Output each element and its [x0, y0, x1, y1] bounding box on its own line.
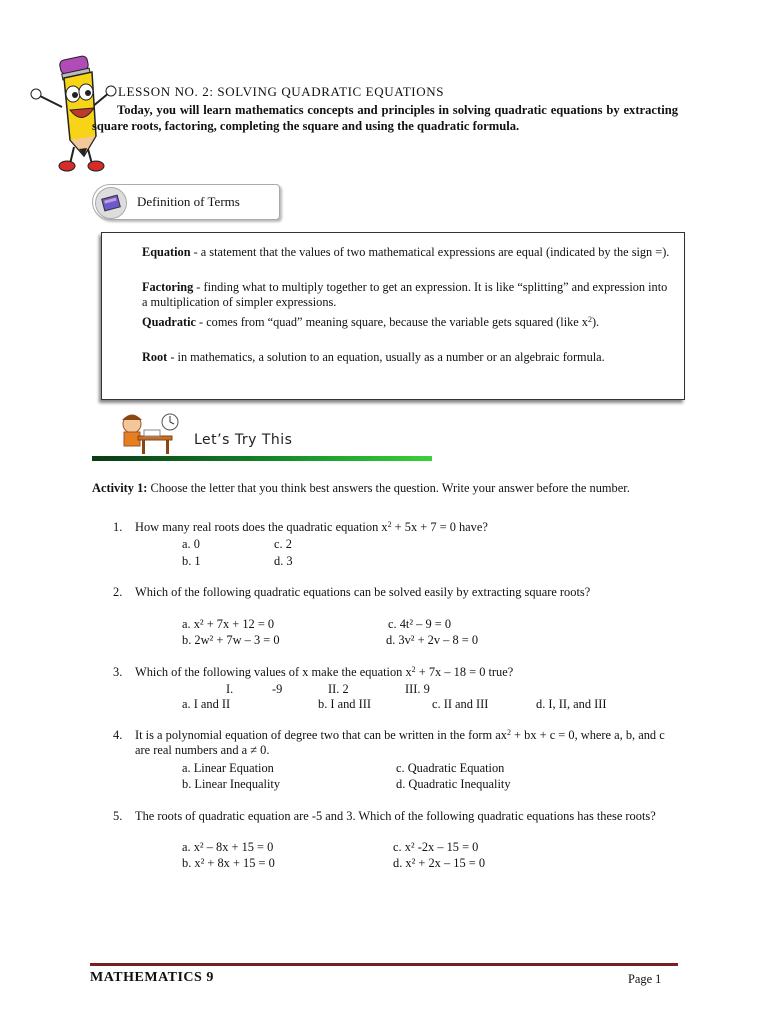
term-text: - a statement that the values of two mathematical expressions are equal (indicated by the sign =). [190, 245, 670, 259]
activity-instructions [92, 481, 678, 496]
term-text-after: ). [591, 315, 600, 329]
question-text [135, 728, 680, 758]
roman-value: -9 [272, 682, 283, 696]
term-name: Root [142, 350, 168, 364]
activity-label: Activity 1: [92, 481, 148, 495]
question-2 [113, 585, 678, 615]
term-name: Quadratic [142, 315, 196, 329]
question-number: 4. [113, 728, 123, 742]
green-divider-bar [92, 456, 432, 461]
option-b: b. I and III [318, 697, 371, 711]
activity-text: Choose the letter that you think best answers the question. Write your answer before the number. [147, 481, 630, 495]
term-text: - comes from “quad” meaning square, because the variable gets squared (like x [195, 315, 588, 329]
term-text: - finding what to multiply together to get an expression. It is like “splitting” and expression into a multiplication of simpler expressions. [142, 280, 668, 309]
lesson-intro [92, 102, 678, 134]
book-icon [95, 187, 127, 219]
question-text-a: Which of the following values of x make the equation x [135, 665, 412, 679]
question-text: The roots of quadratic equation are -5 and 3. Which of the following quadratic equations has these roots? [135, 809, 656, 823]
definition-root [142, 350, 672, 365]
option-b: b. Linear Inequality [182, 777, 281, 791]
definition-factoring [142, 280, 672, 310]
roman-value: III. 9 [405, 682, 430, 696]
lets-try-this-banner [92, 410, 434, 466]
option-b: b. 1 [182, 554, 201, 568]
question-number: 1. [113, 520, 123, 534]
footer-subject: MATHEMATICS 9 [90, 970, 214, 985]
question-sup: 2 [387, 520, 392, 529]
option-a: a. x² – 8x + 15 = 0 [182, 840, 274, 854]
option-d: d. x² + 2x – 15 = 0 [393, 856, 486, 870]
definition-heading: Definition of Terms [137, 194, 240, 209]
term-name: Factoring [142, 280, 194, 294]
option-d: d. I, II, and III [536, 697, 607, 711]
question-text-b: + 5x + 7 = 0 have? [391, 520, 488, 534]
term-text: - in mathematics, a solution to an equation, usually as a number or an algebraic formula. [167, 350, 605, 364]
roman-numeral: I. [226, 682, 234, 696]
option-a: a. x² + 7x + 12 = 0 [182, 617, 275, 631]
question-number: 5. [113, 809, 123, 823]
footer-rule [90, 963, 678, 966]
option-c: c. II and III [432, 697, 489, 711]
option-b: b. x² + 8x + 15 = 0 [182, 856, 275, 870]
roman-value: II. 2 [328, 682, 349, 696]
option-a: a. Linear Equation [182, 761, 274, 775]
question-number: 3. [113, 665, 123, 679]
option-d: d. 3 [274, 554, 293, 568]
lesson-intro-text: Today, you will learn mathematics concepts and principles in solving quadratic equations by extracting square roots, factoring, completing the square and using the quadratic formula. [92, 103, 678, 133]
question-1 [113, 520, 678, 535]
page-number: Page 1 [628, 972, 662, 986]
question-sup: 2 [506, 728, 511, 737]
lesson-title: LESSON NO. 2: SOLVING QUADRATIC EQUATIONS [118, 84, 445, 99]
question-5 [113, 809, 678, 839]
definition-quadratic [142, 315, 672, 330]
question-sup: 2 [411, 665, 416, 674]
option-c: c. 4t² – 9 = 0 [388, 617, 452, 631]
option-c: c. x² -2x – 15 = 0 [393, 840, 479, 854]
option-a: a. 0 [182, 537, 200, 551]
option-a: a. I and II [182, 697, 231, 711]
question-text-b: + bx + c = 0, where a, b, and c are real numbers and a ≠ 0. [135, 728, 665, 757]
question-4 [113, 728, 678, 758]
term-sup: 2 [587, 315, 592, 324]
question-3 [113, 665, 678, 680]
option-c: c. 2 [274, 537, 292, 551]
option-d: d. 3v² + 2v – 8 = 0 [386, 633, 479, 647]
question-text [135, 520, 680, 535]
question-text-a: It is a polynomial equation of degree two that can be written in the form ax [135, 728, 507, 742]
question-text: Which of the following quadratic equations can be solved easily by extracting square roots? [135, 585, 591, 599]
term-name: Equation [142, 245, 191, 259]
option-c: c. Quadratic Equation [396, 761, 505, 775]
question-text-a: How many real roots does the quadratic equation x [135, 520, 388, 534]
definition-equation [142, 245, 672, 260]
option-d: d. Quadratic Inequality [396, 777, 511, 791]
question-text-b: + 7x – 18 = 0 true? [415, 665, 514, 679]
option-b: b. 2w² + 7w – 3 = 0 [182, 633, 280, 647]
question-text [135, 665, 680, 680]
definition-of-terms-tab [92, 184, 280, 220]
definitions-box [101, 232, 685, 400]
student-at-desk-icon [110, 410, 182, 458]
lets-try-this-label: Let’s Try This [194, 432, 293, 448]
question-number: 2. [113, 585, 123, 599]
